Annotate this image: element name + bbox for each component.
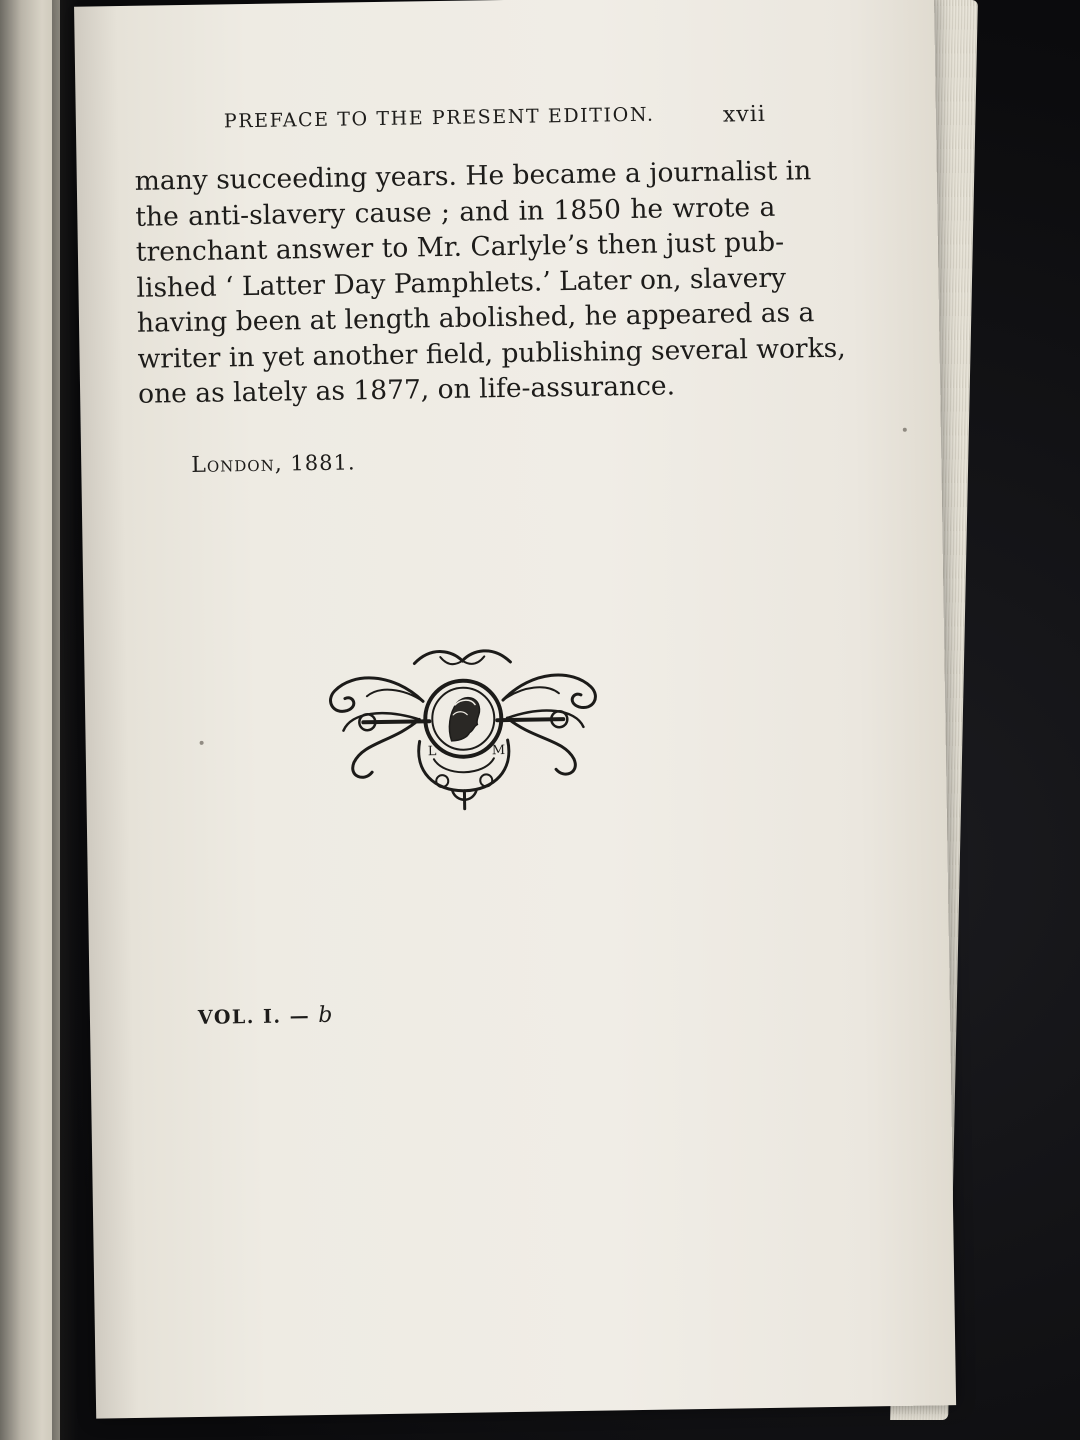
text-line: the anti-slavery cause ; and in 1850 he wrote a (135, 191, 776, 233)
volume-label: VOL. I. — (197, 1005, 311, 1029)
paper-speck (200, 741, 204, 745)
ornament-letter-l: L (427, 744, 437, 760)
text-line: lished ‘ Latter Day Pamphlets.’ Later on, slavery (136, 262, 787, 304)
page-number: xvii (722, 101, 767, 128)
signature-mark (198, 1003, 334, 1030)
gutter-shadow (52, 0, 78, 1440)
paper-speck (903, 428, 907, 432)
text-line: many succeeding years. He became a journalist in (134, 155, 812, 197)
text-line: one as lately as 1877, on life-assurance. (137, 370, 676, 410)
year: 1881. (290, 450, 356, 476)
body-paragraph (134, 154, 846, 413)
running-head (224, 102, 766, 133)
publisher-device-ornament-icon (322, 639, 605, 813)
book-page (74, 0, 956, 1419)
place-name: London, (191, 451, 283, 478)
ornament-letter-m: M (491, 743, 506, 759)
signature-letter: b (318, 1002, 335, 1029)
text-line: trenchant answer to Mr. Carlyle’s then just pub- (135, 226, 785, 268)
text-line: having been at length abolished, he appeared as a (136, 297, 815, 339)
place-date (191, 450, 356, 478)
text-line: writer in yet another field, publishing several works, (137, 332, 846, 375)
running-head-title: PREFACE TO THE PRESENT EDITION. (223, 103, 655, 133)
facing-page-edge (0, 0, 60, 1440)
